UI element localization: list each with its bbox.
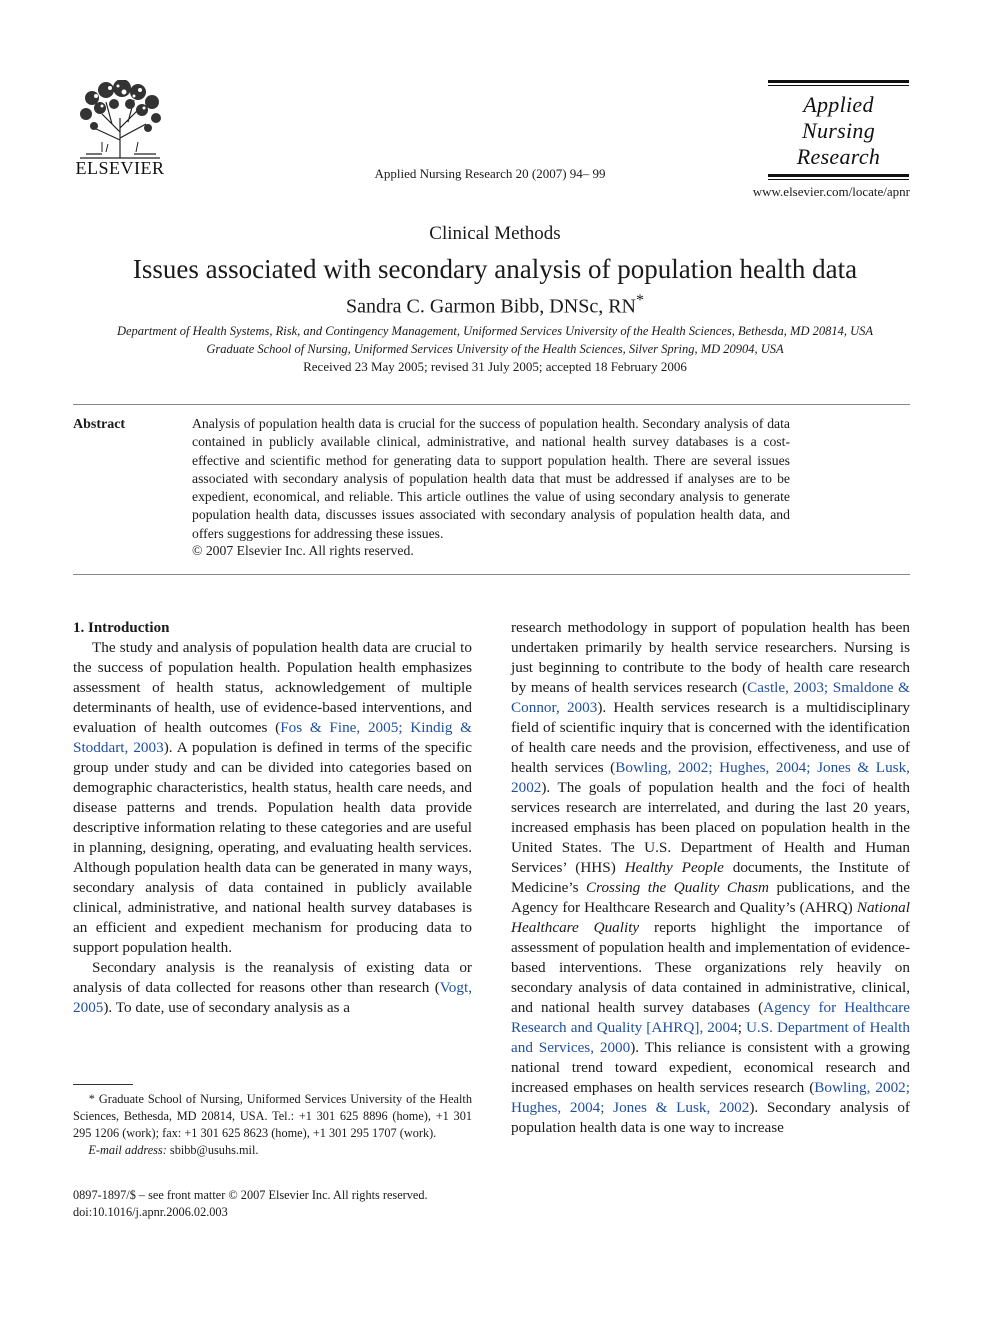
abstract-copyright: © 2007 Elsevier Inc. All rights reserved.	[192, 543, 414, 558]
footnote-rule	[73, 1084, 133, 1085]
doi-link[interactable]: doi:10.1016/j.apnr.2006.02.003	[73, 1205, 228, 1219]
text-run: ). The goals of population health and the foci of health services research are interrelated, and during the last 20 years, increased emphasis has been placed on population health in the United States. The U.S. Department of Health and Human Services’ (HHS)	[511, 779, 910, 876]
journal-logo	[768, 80, 909, 180]
journal-logo-line-3: Research	[796, 144, 881, 169]
paragraph-1	[73, 638, 472, 958]
body-column-right	[511, 618, 910, 1138]
citation-link[interactable]: Fos & Fine, 2005; Kindig & Stoddart, 2003	[73, 719, 472, 756]
footnote-mark: *	[88, 1092, 95, 1106]
journal-citation: Applied Nursing Research 20 (2007) 94– 99	[374, 166, 606, 181]
text-run: publications, and the Agency for Healthcare Research and Quality’s (AHRQ)	[511, 879, 910, 916]
elsevier-tree-icon	[72, 80, 168, 160]
citation-link[interactable]: U.S. Department of Health and Services, 2000	[511, 1019, 910, 1056]
author-footnote-mark[interactable]: *	[635, 292, 644, 309]
citation-link[interactable]: Agency for Healthcare Research and Quality [AHRQ], 2004	[511, 999, 910, 1036]
author-name: Sandra C. Garmon Bibb, DNSc, RN	[346, 295, 636, 318]
text-run: The study and analysis of population health data are crucial to the success of population health. Population health emphasizes assessment of health status, acknowledgement of multiple determinants of health, use of evidence-based interventions, and evaluation of health outcomes (	[73, 639, 472, 736]
section-heading-introduction: 1. Introduction	[73, 620, 170, 636]
text-run: ). This reliance is consistent with a growing national trend toward expedient, economical research and increased emphases on health services research (	[511, 1039, 910, 1096]
article-dates: Received 23 May 2005; revised 31 July 2005; accepted 18 February 2006	[303, 359, 687, 374]
abstract-heading: Abstract	[73, 417, 126, 432]
front-matter-line: 0897-1897/$ – see front matter © 2007 Elsevier Inc. All rights reserved.	[73, 1188, 428, 1202]
logo-rule-top	[768, 80, 909, 83]
affiliation-1: Department of Health Systems, Risk, and Contingency Management, Uniformed Services University of the Health Sciences, Bethesda, MD 20814, USA	[116, 324, 874, 338]
abstract-text: Analysis of population health data is crucial for the success of population health. Secondary analysis of data contained in publicly available clinical, administrative, and national health survey databases is a cost-effective and scientific method for generating data to support population health. There are several issues associated with secondary analysis of population health data that must be addressed if analyses are to be expedient, economical, and reliable. This article outlines the value of using secondary analysis to generate population health data, discusses issues associated with secondary analysis of population health data, and offers suggestions for addressing these issues.	[192, 416, 790, 541]
logo-rule-bottom-thin	[768, 179, 909, 180]
citation-link[interactable]: Bowling, 2002; Hughes, 2004; Jones & Lusk, 2002	[511, 759, 910, 796]
body-column-left	[73, 618, 472, 1018]
affiliation-2: Graduate School of Nursing, Uniformed Services University of the Health Sciences, Silver Spring, MD 20904, USA	[206, 342, 784, 356]
journal-url-link[interactable]: www.elsevier.com/locate/apnr	[752, 184, 910, 199]
paragraph-3	[511, 618, 910, 1138]
logo-rule-bottom	[768, 174, 909, 177]
publisher-wordmark: ELSEVIER	[75, 158, 165, 178]
italic-title: Healthy People	[624, 859, 724, 876]
text-run: ). Secondary analysis of population health data is one way to increase	[511, 1099, 910, 1136]
italic-title: National Healthcare Quality	[511, 899, 910, 936]
divider-bottom	[73, 574, 910, 575]
text-run: research methodology in support of population health has been undertaken primarily by health service researchers. Nursing is just beginning to contribute to the body of health care research by means of health services research (	[511, 619, 910, 696]
text-run: ). Health services research is a multidisciplinary field of scientific inquiry that is concerned with the identification of health care needs and the provision, effectiveness, and use of health services (	[511, 699, 910, 776]
citation-link[interactable]: Bowling, 2002; Hughes, 2004; Jones & Lusk, 2002	[511, 1079, 910, 1116]
text-run: documents, the Institute of Medicine’s	[511, 859, 910, 896]
journal-logo-line-2: Nursing	[801, 118, 875, 143]
italic-title: Crossing the Quality Chasm	[585, 879, 770, 896]
text-run: reports highlight the importance of assessment of population health and implementation of evidence-based interventions. These organizations rely heavily on secondary analysis of data contained in administrative, clinical, and national health survey databases (	[511, 919, 910, 1016]
article-section: Clinical Methods	[429, 223, 561, 244]
elsevier-logo	[72, 80, 168, 179]
email-link[interactable]: sbibb@usuhs.mil.	[169, 1143, 259, 1157]
paragraph-2	[73, 958, 472, 1018]
journal-logo-line-1: Applied	[803, 92, 874, 117]
issn-block	[73, 1187, 493, 1221]
text-run: Secondary analysis is the reanalysis of existing data or analysis of data collected for reasons other than research (	[73, 959, 472, 996]
article-title: Issues associated with secondary analysis of population health data	[132, 254, 858, 284]
divider-top	[73, 404, 910, 405]
text-run: ;	[737, 1019, 746, 1036]
email-label: E-mail address:	[88, 1143, 167, 1157]
footnote-text: Graduate School of Nursing, Uniformed Services University of the Health Sciences, Bethesda, MD 20814, USA. Tel.: +1 301 625 8896 (home), +1 301 295 1206 (work); fax: +1 301 625 8623 (home), +1 301 295 1707 (work).	[73, 1092, 472, 1140]
author-line	[0, 292, 990, 319]
citation-link[interactable]: Castle, 2003; Smaldone & Connor, 2003	[511, 679, 910, 716]
author-footnote	[73, 1091, 472, 1159]
text-run: ). A population is defined in terms of the specific group under study and can be divided into categories based on demographic characteristics, health status, health care needs, and disease patterns and trends. Population health data provide descriptive information relating to these categories and are useful in planning, designing, operating, and evaluating health services. Although population health data can be generated in many ways, secondary analysis of data contained in publicly available clinical, administrative, and national health survey databases is an efficient and expedient mechanism for producing data to support population health.	[73, 739, 472, 956]
citation-link[interactable]: Vogt, 2005	[73, 979, 472, 1016]
text-run: ). To date, use of secondary analysis as a	[103, 999, 351, 1016]
journal-logo-text	[768, 86, 909, 174]
